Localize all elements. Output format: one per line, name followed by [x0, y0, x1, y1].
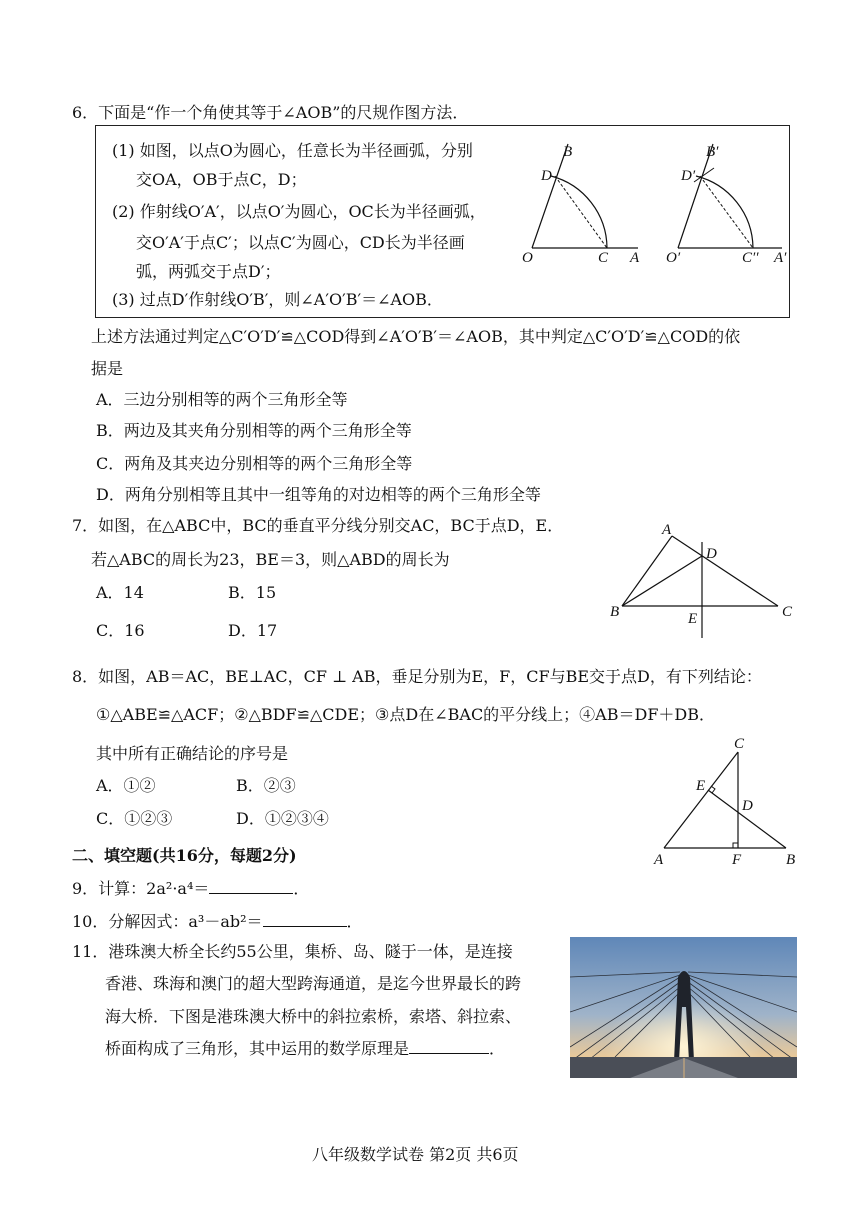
q6-stem: 6．下面是“作一个角使其等于∠AOB”的尺规作图方法． [72, 103, 469, 122]
fig2-label-O: O′ [666, 250, 681, 266]
q7-line-1: 7．如图，在△ABC中，BC的垂直平分线分别交AC，BC于点D，E． [72, 516, 564, 535]
fig1-label-A: A [630, 250, 640, 266]
q6-option-d: D．两角分别相等且其中一组等角的对边相等的两个三角形全等 [96, 485, 541, 504]
fig1-label-C: C [598, 250, 609, 266]
section-2-title: 二、填空题(共16分，每题2分) [72, 846, 297, 865]
q7-option-c: C．16 [96, 621, 145, 640]
q9: 9．计算：2a²·a⁴＝ ． [72, 879, 310, 898]
q8-label-A: A [654, 852, 664, 868]
q7-figure [606, 520, 801, 645]
q11-line-2: 香港、珠海和澳门的超大型跨海通道，是迄今世界最长的跨 [105, 974, 522, 993]
fig2-label-C: C′′ [742, 250, 759, 266]
q8-figure [650, 732, 802, 868]
q10: 10．分解因式：a³－ab²＝ ． [72, 912, 363, 931]
q7-label-B: B [610, 604, 620, 620]
q11-line-1: 11．港珠澳大桥全长约55公里，集桥、岛、隧于一体，是连接 [72, 942, 513, 961]
q7-option-b: B．15 [228, 583, 277, 602]
fig1-label-O: O [522, 250, 533, 266]
q7-label-E: E [688, 611, 698, 627]
q6-box-line-1: (1) 如图，以点O为圆心，任意长为半径画弧，分别 [112, 141, 473, 160]
q11-line-4 [105, 1039, 505, 1058]
q6-option-a: A．三边分别相等的两个三角形全等 [96, 390, 348, 409]
q8-line-3: 其中所有正确结论的序号是 [96, 744, 289, 763]
q11-end-mark: ． [489, 1039, 506, 1058]
q10-answer-blank [263, 912, 347, 927]
q7-label-A: A [662, 522, 672, 538]
fig2-label-A: A′ [774, 250, 787, 266]
q8-label-C: C [734, 736, 745, 752]
page-footer: 八年级数学试卷 第2页 共6页 [312, 1145, 519, 1164]
q11-answer-blank [409, 1039, 489, 1054]
q7-option-d: D．17 [228, 621, 278, 640]
q9-text: 9．计算：2a²·a⁴＝ [72, 879, 210, 898]
q11-line-3: 海大桥．下图是港珠澳大桥中的斜拉索桥，索塔、斜拉索、 [105, 1007, 522, 1026]
q8-label-E: E [696, 778, 706, 794]
q8-option-a: A．①② [96, 776, 156, 795]
q6-figures [518, 138, 788, 268]
q6-box-line-2: 交OA，OB于点C，D； [136, 170, 307, 189]
q8-option-c: C．①②③ [96, 809, 173, 828]
q6-figure-2 [666, 144, 787, 266]
q8-option-b: B．②③ [236, 776, 296, 795]
q7-option-a: A．14 [96, 583, 144, 602]
q6-after-line-2: 据是 [91, 359, 124, 378]
q10-text: 10．分解因式：a³－ab²＝ [72, 912, 263, 931]
fig2-label-B: B′ [706, 144, 719, 160]
q6-option-b: B．两边及其夹角分别相等的两个三角形全等 [96, 421, 412, 440]
q6-after-line-1: 上述方法通过判定△C′O′D′≌△COD得到∠A′O′B′＝∠AOB，其中判定△C′O′D′≌△COD的依 [91, 327, 741, 346]
q7-label-C: C [782, 604, 793, 620]
q8-label-F: F [732, 852, 742, 868]
q9-answer-blank [209, 879, 293, 894]
q8-option-d: D．①②③④ [236, 809, 329, 828]
q8-label-D: D [742, 798, 753, 814]
bridge-photo [570, 937, 797, 1078]
fig1-label-B: B [563, 144, 573, 160]
fig1-label-D: D [541, 168, 552, 184]
fig2-label-D: D′ [681, 168, 696, 184]
q7-label-D: D [706, 546, 717, 562]
q6-figure-1 [522, 144, 640, 266]
q11-line-4-text: 桥面构成了三角形，其中运用的数学原理是 [105, 1039, 410, 1058]
q6-option-c: C．两角及其夹边分别相等的两个三角形全等 [96, 454, 413, 473]
q8-line-1: 8．如图，AB＝AC，BE⊥AC，CF ⊥ AB，垂足分别为E，F，CF与BE交于点D，有下列结论： [72, 667, 762, 686]
q6-box-line-5: 弧，两弧交于点D′； [136, 262, 281, 281]
q6-box-line-3: (2) 作射线O′A′，以点O′为圆心，OC长为半径画弧， [112, 202, 486, 221]
q6-box-line-6: (3) 过点D′作射线O′B′，则∠A′O′B′＝∠AOB． [112, 290, 443, 309]
q7-line-2: 若△ABC的周长为23，BE＝3，则△ABD的周长为 [91, 550, 450, 569]
q8-label-B: B [786, 852, 796, 868]
q8-line-2: ①△ABE≌△ACF；②△BDF≌△CDE；③点D在∠BAC的平分线上；④AB＝DF＋DB． [96, 705, 716, 724]
q6-box-line-4: 交O′A′于点C′；以点C′为圆心，CD长为半径画 [136, 233, 465, 252]
